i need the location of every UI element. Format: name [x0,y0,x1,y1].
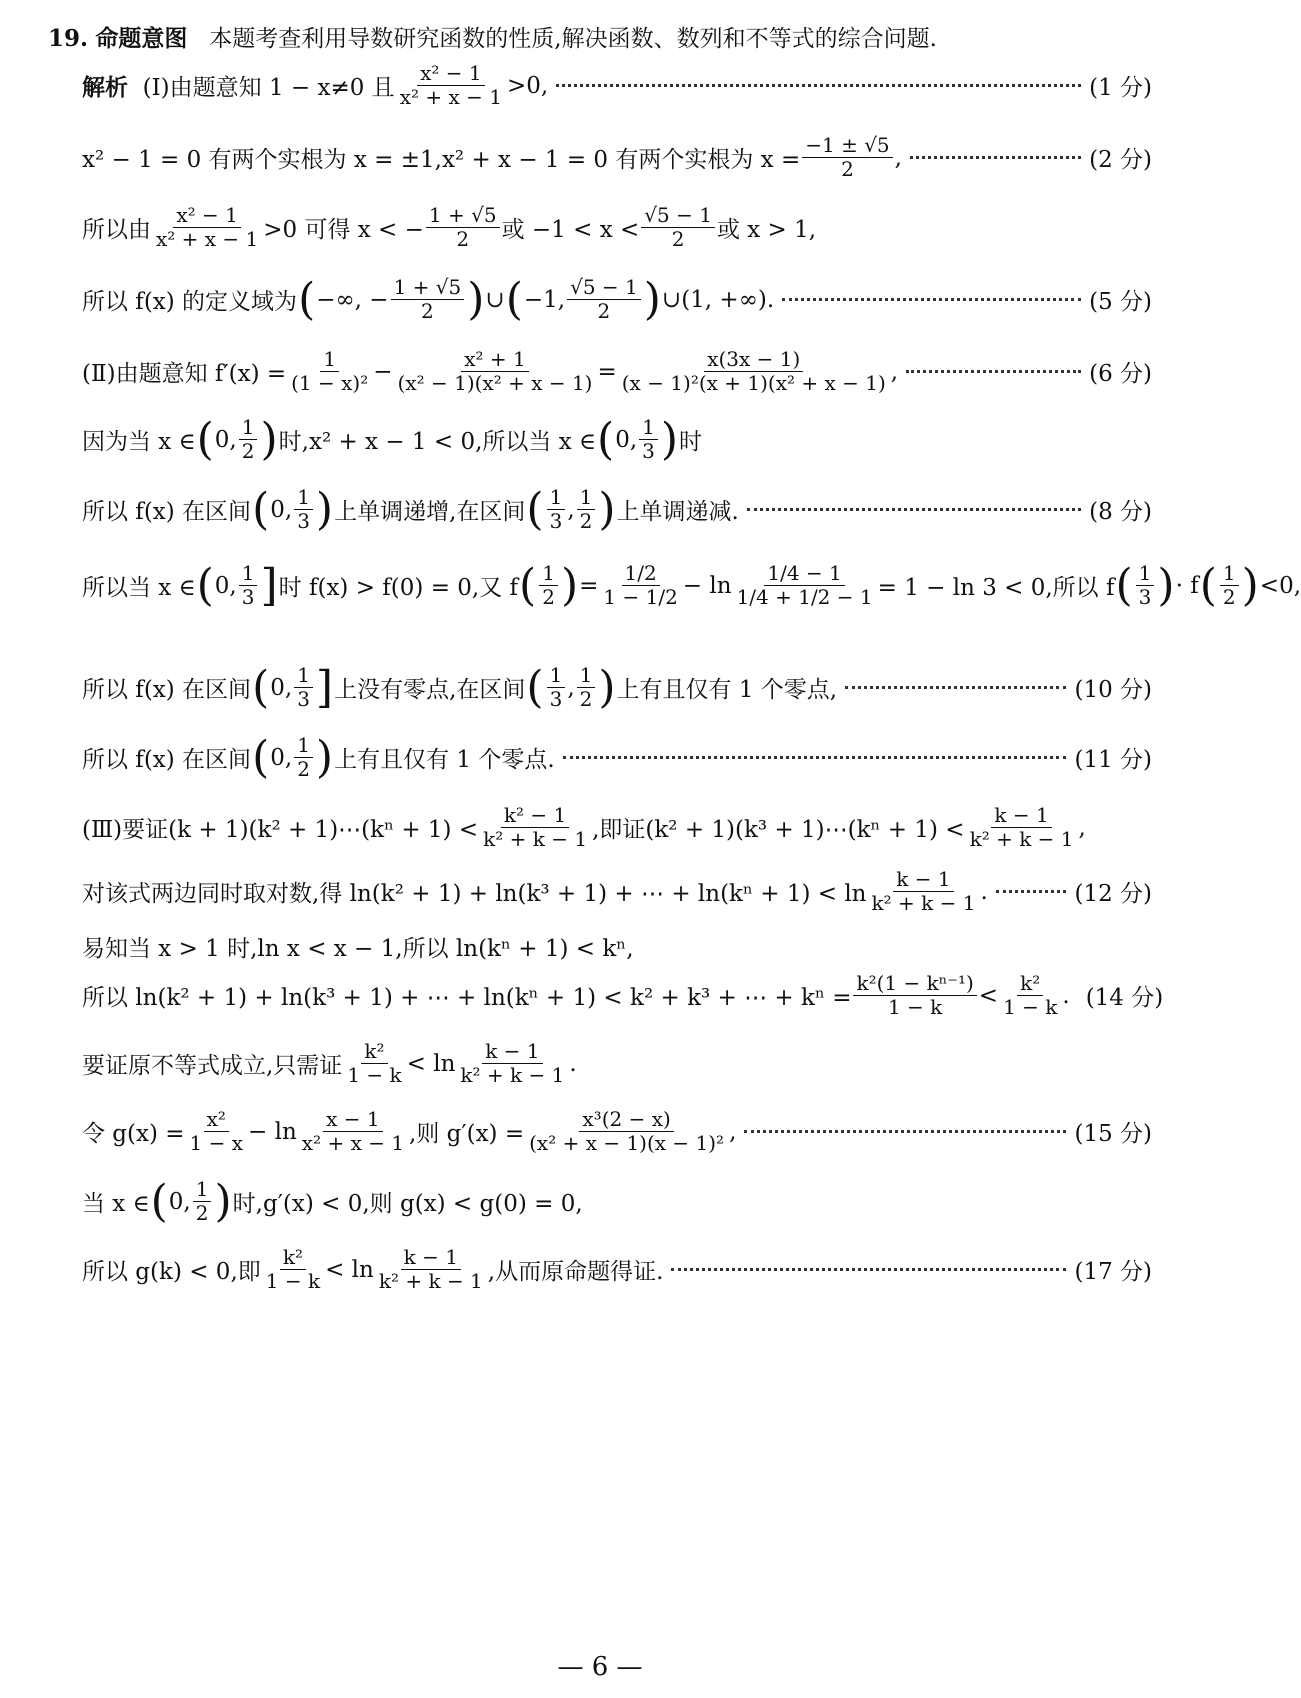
text: − ln [248,1118,297,1145]
fraction [395,348,596,395]
text: (Ⅲ)要证(k + 1)(k² + 1)⋯(kⁿ + 1) < [82,817,479,843]
left-paren: ( [196,413,214,465]
score: (5 分) [1089,289,1152,315]
fraction [802,134,892,181]
fraction [641,204,715,251]
fraction [288,348,371,395]
solution-line-9 [82,661,1152,713]
text: 因为当 x ∈ [82,429,196,455]
problem-intent-text: 本题考查利用导数研究函数的性质,解决函数、数列和不等式的综合问题. [209,26,937,52]
left-paren: ( [519,559,537,611]
denominator: x² + x − 1 [156,227,259,251]
left-paren: ( [252,483,270,535]
text: (Ⅱ)由题意知 f′(x) = [82,361,287,387]
solution-line-18 [82,1246,1152,1293]
denominator: 1/4 + 1/2 − 1 [736,585,873,609]
score: (1 分) [1089,75,1152,101]
text: 当 x ∈ [82,1191,150,1217]
dot-leader [845,686,1066,689]
fraction [547,664,566,711]
denominator: 3 [1138,585,1152,609]
text: 上有且仅有 1 个零点. [334,747,555,773]
numerator: 1 [193,1178,212,1202]
text: . [980,878,988,905]
text: 令 g(x) = [82,1121,185,1147]
fraction [577,486,596,533]
text: 0, [615,426,638,453]
right-paren: ) [1241,559,1259,611]
numerator: 1 + √5 [391,276,465,300]
text: . [1062,982,1070,1009]
numerator: k² [1017,972,1043,996]
problem-header [48,20,937,53]
numerator: k² [280,1246,306,1270]
fraction [153,204,261,251]
denominator: 2 [671,227,685,251]
text: (Ⅰ)由题意知 1 − x≠0 且 [142,75,395,101]
fraction [294,734,313,781]
text: 所以由 [82,217,151,243]
fraction [639,416,658,463]
text: . [569,1050,577,1077]
text: 所以 f(x) 在区间 [82,677,252,703]
fraction [480,804,590,851]
denominator: k² + k − 1 [871,891,976,915]
text: <0, [1259,572,1301,599]
text: ∪(1, +∞). [661,286,775,313]
fraction [567,276,641,323]
left-paren: ( [298,273,316,325]
problem-tag: 命题意图 [95,25,188,52]
denominator: 3 [549,509,563,533]
fraction [426,204,500,251]
dot-leader [906,370,1081,373]
solution-line-2 [82,134,1152,181]
fraction [376,1246,486,1293]
text: 上有且仅有 1 个零点, [616,677,838,703]
solution-line-6 [82,413,1152,465]
denominator: (x² + x − 1)(x − 1)² [529,1131,725,1155]
numerator: 1 [639,416,658,440]
text: 0, [214,572,237,599]
denominator: 1 − x [189,1131,244,1155]
text: , [567,496,575,523]
fraction [457,1040,567,1087]
numerator: x(3x − 1) [704,348,803,372]
score: (14 分) [1085,985,1164,1011]
solution-lead: 解析 [82,74,128,101]
dot-leader [744,1130,1066,1133]
text: , [729,1118,737,1145]
denominator: k² + k − 1 [460,1063,565,1087]
score: (17 分) [1074,1259,1152,1285]
score: (11 分) [1074,747,1152,773]
numerator: 1 [1220,562,1239,586]
problem-number: 19. [48,25,89,52]
right-paren: ) [214,1175,232,1227]
solution-line-5 [82,348,1152,395]
numerator: 1 [239,416,258,440]
denominator: 2 [297,757,310,781]
fraction [853,972,976,1019]
solution-line-11 [82,804,1152,851]
right-paren: ) [598,483,616,535]
denominator: (1 − x)² [291,371,369,395]
text: 所以 f(x) 在区间 [82,499,252,525]
numerator: √5 − 1 [641,204,715,228]
fraction [239,562,258,609]
denominator: (x − 1)²(x + 1)(x² + x − 1) [621,371,886,395]
page-number: — 6 — [557,1652,643,1682]
text: 易知当 x > 1 时,ln x < x − 1,所以 ln(kⁿ + 1) < kⁿ, [82,936,634,962]
text: , [567,674,575,701]
numerator: k − 1 [893,868,953,892]
score: (12 分) [1074,881,1152,907]
right-paren: ) [643,273,661,325]
numerator: 1 [577,486,596,510]
text: , [890,358,899,385]
fraction [526,1108,727,1155]
text: 对该式两边同时取对数,得 ln(k² + 1) + ln(k³ + 1) + ⋯ + ln(kⁿ + 1) < ln [82,881,867,907]
fraction [1000,972,1060,1019]
text: ,即证(k² + 1)(k³ + 1)⋯(kⁿ + 1) < [592,817,965,843]
fraction [600,562,680,609]
left-paren: ( [252,661,270,713]
numerator: x² − 1 [417,62,485,86]
score: (8 分) [1089,499,1152,525]
fraction [577,664,596,711]
solution-line-8 [82,559,1301,611]
text: x² − 1 = 0 有两个实根为 x = ±1,x² + x − 1 = 0 有两个实根为 x = [82,147,801,173]
denominator: x² + x − 1 [399,85,502,109]
denominator: 2 [597,299,611,323]
left-paren: ( [150,1175,168,1227]
numerator: k²(1 − kⁿ⁻¹) [853,972,976,996]
left-paren: ( [505,273,523,325]
fraction [1220,562,1239,609]
denominator: 3 [297,509,310,533]
numerator: x³(2 − x) [579,1108,673,1132]
denominator: k² + k − 1 [969,827,1074,851]
text: 时,g′(x) < 0,则 g(x) < g(0) = 0, [232,1191,583,1217]
numerator: k² [361,1040,387,1064]
denominator: 2 [579,687,593,711]
text: 要证原不等式成立,只需证 [82,1053,343,1079]
solution-line-17 [82,1175,1152,1227]
numerator: 1 [294,734,313,758]
right-paren: ) [598,661,616,713]
right-paren: ) [467,273,485,325]
denominator: 3 [297,687,310,711]
denominator: k² + k − 1 [378,1269,483,1293]
dot-leader [996,890,1067,893]
numerator: −1 ± √5 [802,134,892,158]
numerator: x² − 1 [173,204,241,228]
text: 所以 f(x) 的定义域为 [82,289,298,315]
denominator: 2 [1222,585,1236,609]
fraction [619,348,889,395]
text: · f [1175,572,1199,599]
solution-line-3 [82,204,1152,251]
denominator: 2 [241,439,255,463]
numerator: x² + 1 [461,348,529,372]
text: 0, [168,1188,191,1215]
numerator: 1/4 − 1 [764,562,844,586]
text: < ln [406,1050,456,1077]
score: (10 分) [1074,677,1152,703]
denominator: 2 [195,1201,209,1225]
numerator: 1 [539,562,558,586]
fraction [193,1178,212,1225]
denominator: 2 [579,509,593,533]
score: (15 分) [1074,1121,1152,1147]
text: 所以 f(x) 在区间 [82,747,252,773]
text: 或 x > 1, [716,217,817,243]
text: 上单调递减. [616,499,739,525]
denominator: (x² − 1)(x² + x − 1) [397,371,593,395]
fraction [187,1108,246,1155]
denominator: 2 [456,227,470,251]
text: 0, [270,674,293,701]
numerator: 1 [547,486,566,510]
text: >0, [506,72,549,99]
text: 时 f(x) > f(0) = 0,又 f [278,575,519,601]
right-paren: ) [660,413,679,465]
numerator: k − 1 [991,804,1051,828]
right-paren: ) [315,483,334,535]
numerator: √5 − 1 [567,276,641,300]
text: , [1078,814,1086,841]
fraction [397,62,505,109]
solution-line-13 [82,930,1152,963]
denominator: 3 [642,439,655,463]
numerator: 1 [294,664,313,688]
denominator: x² + x − 1 [301,1131,405,1155]
denominator: 3 [549,687,563,711]
dot-leader [747,508,1081,511]
numerator: k² − 1 [501,804,569,828]
left-paren: ( [1115,559,1133,611]
solution-line-15 [82,1040,1152,1087]
fraction [344,1040,404,1087]
denominator: 2 [542,585,555,609]
fraction [869,868,979,915]
right-paren: ) [315,731,334,783]
denominator: 1 − k [265,1269,321,1293]
text: = [597,358,617,385]
right-paren: ) [260,413,278,465]
text: 时,x² + x − 1 < 0,所以当 x ∈ [278,429,597,455]
fraction [263,1246,323,1293]
text: 上没有零点,在区间 [334,677,526,703]
text: 所以 g(k) < 0,即 [82,1259,261,1285]
denominator: 1 − k [1003,995,1058,1019]
text: < ln [325,1256,374,1283]
text: − [373,358,393,385]
text: 所以 ln(k² + 1) + ln(k³ + 1) + ⋯ + ln(kⁿ + 1) < k² + k³ + ⋯ + kⁿ = [82,985,852,1011]
score: (2 分) [1089,147,1152,173]
fraction [547,486,566,533]
fraction [539,562,558,609]
fraction [299,1108,407,1155]
denominator: 3 [241,585,255,609]
numerator: 1 [547,664,566,688]
right-bracket: ] [260,559,278,611]
text: 所以当 x ∈ [82,575,196,601]
solution-line-7 [82,483,1152,535]
numerator: 1 [1136,562,1155,586]
text: = 1 − ln 3 < 0,所以 f [877,575,1115,601]
numerator: k − 1 [401,1246,461,1270]
text: < [978,982,999,1009]
score: (6 分) [1089,361,1152,387]
right-paren: ) [560,559,579,611]
text: 或 −1 < x < [501,217,640,243]
solution-line-14 [82,971,1164,1019]
solution-line-10 [82,731,1152,783]
fraction [1136,562,1155,609]
numerator: 1 [577,664,596,688]
fraction [294,486,313,533]
text: 0, [214,426,237,453]
left-paren: ( [252,731,270,783]
fraction [967,804,1077,851]
solution-line-4 [82,273,1152,325]
numerator: 1 + √5 [426,204,500,228]
numerator: 1 [320,348,339,372]
text: ,从而原命题得证. [487,1259,664,1285]
text: − ln [682,572,732,599]
text: = [579,572,599,599]
left-paren: ( [526,661,544,713]
denominator: k² + k − 1 [483,827,588,851]
fraction [734,562,876,609]
left-paren: ( [196,559,214,611]
fraction [294,664,313,711]
text: , [894,144,902,171]
solution-line-16 [82,1108,1152,1155]
right-paren: ) [1157,559,1175,611]
denominator: 2 [421,299,434,323]
dot-leader [782,298,1081,301]
dot-leader [556,84,1081,87]
fraction [391,276,465,323]
text: 上单调递增,在区间 [334,499,526,525]
text: −1, [523,286,566,313]
text: 时 [679,429,703,455]
dot-leader [910,156,1081,159]
numerator: x − 1 [323,1108,382,1132]
text: >0 可得 x < − [263,217,424,243]
denominator: 2 [841,157,854,181]
numerator: k − 1 [482,1040,542,1064]
text: 0, [270,744,293,771]
left-paren: ( [597,413,615,465]
right-bracket: ] [315,661,334,713]
text: 0, [270,496,293,523]
numerator: 1 [239,562,258,586]
denominator: 1 − 1/2 [603,585,678,609]
numerator: 1/2 [622,562,660,586]
text: ,则 g′(x) = [409,1121,525,1147]
numerator: 1 [294,486,313,510]
denominator: 1 − k [887,995,943,1019]
denominator: 1 − k [347,1063,402,1087]
text: ∪ [485,286,505,313]
dot-leader [563,756,1067,759]
solution-line-12 [82,868,1152,915]
text: −∞, − [316,286,389,313]
numerator: x² [204,1108,229,1132]
solution-line-1 [82,62,1152,109]
left-paren: ( [1199,559,1217,611]
left-paren: ( [526,483,544,535]
dot-leader [671,1268,1066,1271]
fraction [239,416,258,463]
